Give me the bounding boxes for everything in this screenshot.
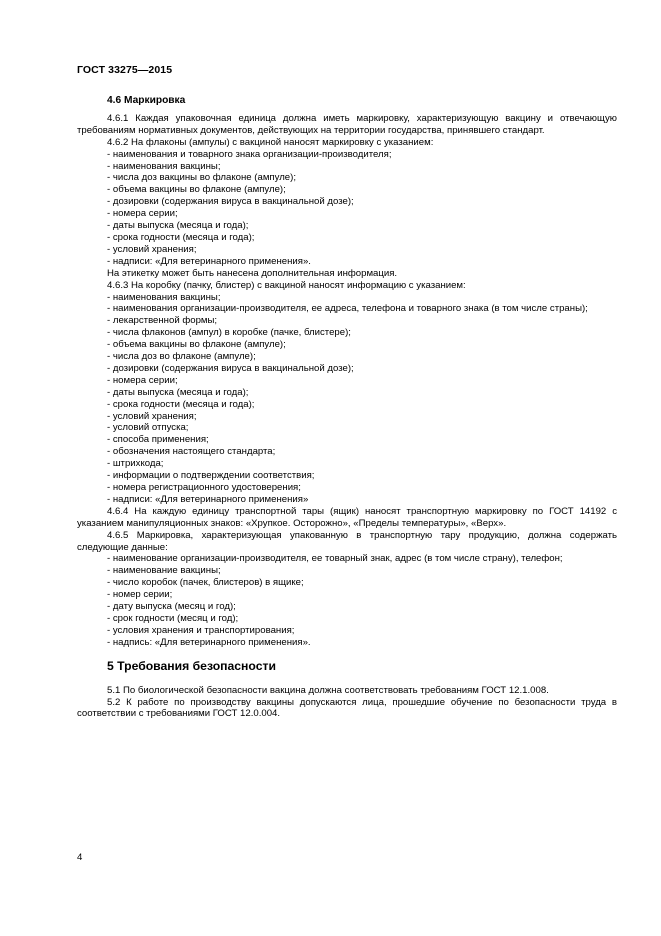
list-item: - условий хранения; <box>107 410 197 422</box>
section-5-heading: 5 Требования безопасности <box>107 658 276 673</box>
list-item: - номера регистрационного удостоверения; <box>107 482 301 493</box>
list-item: - номера серии; <box>107 374 178 386</box>
list-item: - информации о подтверждении соответствия; <box>107 470 315 482</box>
list-item: - надписи: «Для ветеринарного применения». <box>107 255 311 267</box>
list-item: - лекарственной формы; <box>107 315 218 327</box>
list-item: - надпись: «Для ветеринарного применения». <box>107 636 311 648</box>
paragraph-5-1: 5.1 По биологической безопасности вакцина должна соответствовать требованиям ГОСТ 12.1.008. <box>107 684 549 696</box>
list-4-6-2 <box>77 149 617 268</box>
document-body <box>77 95 617 720</box>
list-item: - надписи: «Для ветеринарного применения» <box>107 493 309 505</box>
paragraph-4-6-5: 4.6.5 Маркировка, характеризующая упакованную в транспортную тару продукцию, должна содержать следующие данные: <box>77 529 617 553</box>
paragraph-4-6-1: 4.6.1 Каждая упаковочная единица должна иметь маркировку, характеризующую вакцину и отвечающую требованиям нормативных документов, действующих на территории государства, принявшего стандарт. <box>77 112 617 136</box>
list-item: - условий хранения; <box>107 243 197 255</box>
list-item: - дозировки (содержания вируса в вакцинальной дозе); <box>107 362 354 374</box>
list-item: - числа доз во флаконе (ампуле); <box>107 351 256 363</box>
list-item: - числа флаконов (ампул) в коробке (пачке, блистере); <box>107 327 351 339</box>
list-item: - срок годности (месяц и год); <box>107 612 239 624</box>
list-4-6-3 <box>77 292 617 506</box>
list-item: - обозначения настоящего стандарта; <box>107 446 276 458</box>
list-item: - номера серии; <box>107 208 178 220</box>
list-item: - способа применения; <box>107 434 209 446</box>
section-4-6-heading: 4.6 Маркировка <box>107 95 186 106</box>
list-item: - условия хранения и транспортирования; <box>107 624 295 636</box>
list-item: - наименования и товарного знака организации-производителя; <box>107 148 392 160</box>
paragraph-extra-info: На этикетку может быть нанесена дополнительная информация. <box>107 267 398 279</box>
list-item: - объема вакцины во флаконе (ампуле); <box>107 339 286 351</box>
list-item: - штрихкода; <box>107 458 164 470</box>
list-item: - дату выпуска (месяц и год); <box>107 601 236 613</box>
paragraph-5-2: 5.2 К работе по производству вакцины допускаются лица, прошедшие обучение по безопасности труда в соответствии с требованиями ГОСТ 12.0.004. <box>77 696 617 720</box>
list-item: - наименования вакцины; <box>107 291 221 303</box>
list-item: - числа доз вакцины во флаконе (ампуле); <box>107 172 296 184</box>
list-item: - наименования вакцины; <box>107 160 221 172</box>
paragraph-4-6-2: 4.6.2 На флаконы (ампулы) с вакциной наносят маркировку с указанием: <box>107 136 434 148</box>
list-item: - наименования организации-производителя, ее адреса, телефона и товарного знака (в том числе страны); <box>107 303 588 315</box>
list-item: - номер серии; <box>107 589 173 601</box>
paragraph-4-6-4: 4.6.4 На каждую единицу транспортной тары (ящик) наносят транспортную маркировку по ГОСТ 14192 с указанием манипуляционных знаков: «Хрупкое. Осторожно», «Пределы температуры», «Верх». <box>77 505 617 529</box>
list-item: - срока годности (месяца и года); <box>107 231 255 243</box>
list-item: - условий отпуска; <box>107 422 189 434</box>
list-item: - наименование организации-производителя, ее товарный знак, адрес (в том числе страну), телефон; <box>107 553 563 565</box>
list-item: - даты выпуска (месяца и года); <box>107 386 249 398</box>
list-item: - даты выпуска (месяца и года); <box>107 220 249 232</box>
list-item: - объема вакцины во флаконе (ампуле); <box>107 184 286 196</box>
list-item: - число коробок (пачек, блистеров) в ящике; <box>107 577 304 589</box>
standard-header: ГОСТ 33275—2015 <box>77 64 173 76</box>
list-4-6-5 <box>77 553 617 648</box>
page-number: 4 <box>77 852 83 863</box>
list-item: - срока годности (месяца и года); <box>107 398 255 410</box>
list-item: - наименование вакцины; <box>107 565 221 577</box>
paragraph-4-6-3: 4.6.3 На коробку (пачку, блистер) с вакциной наносят информацию с указанием: <box>107 279 466 291</box>
list-item: - дозировки (содержания вируса в вакцинальной дозе); <box>107 196 354 208</box>
